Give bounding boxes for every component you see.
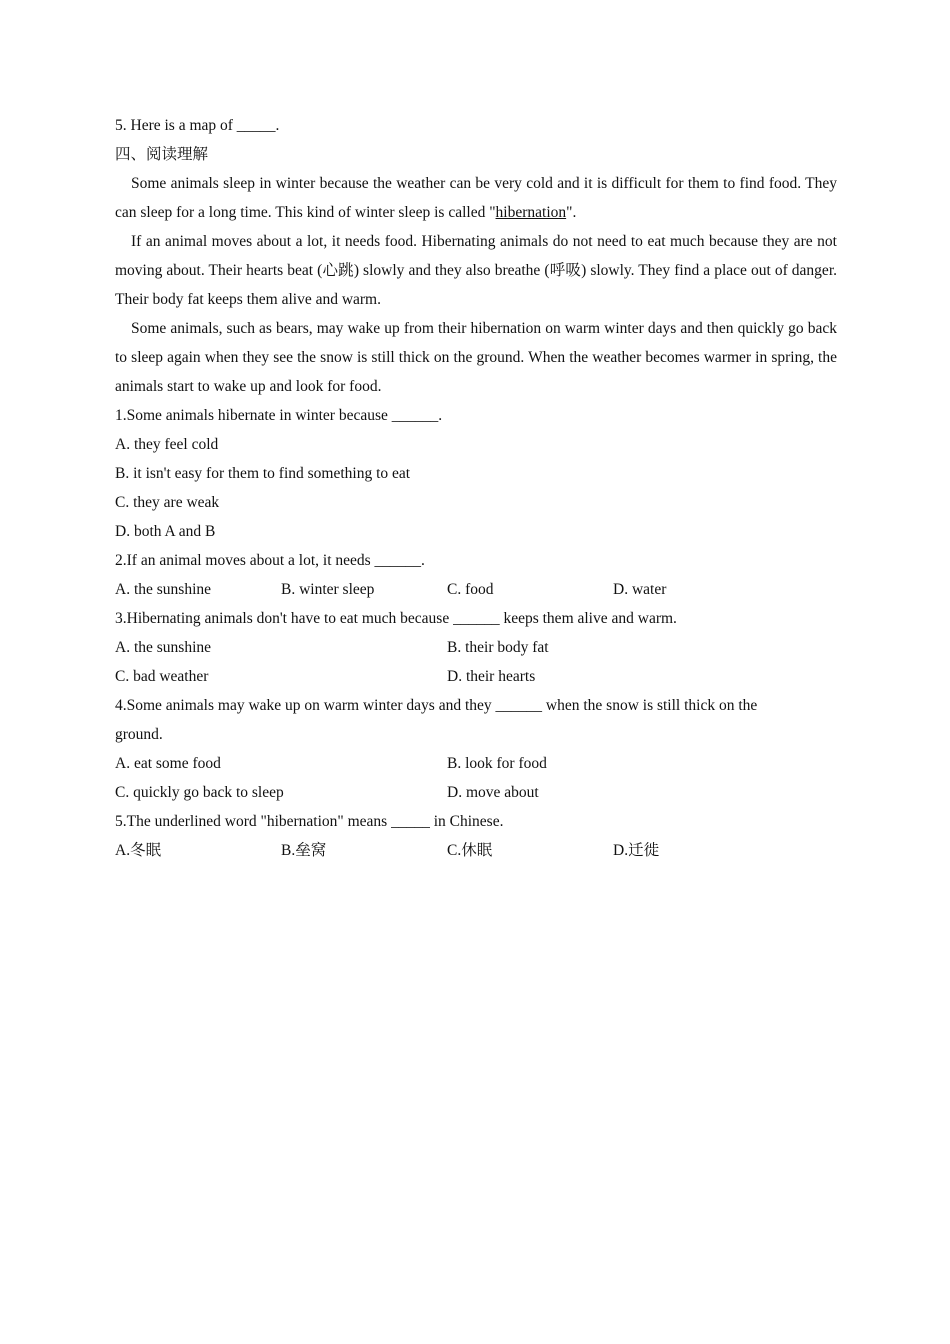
question-1-option-a: A. they feel cold xyxy=(115,436,219,453)
question-4-option-b: B. look for food xyxy=(447,755,547,772)
question-5-stem: 5.The underlined word "hibernation" means _____ in Chinese. xyxy=(115,813,504,830)
passage-paragraph-2: If an animal moves about a lot, it needs food. Hibernating animals do not need to eat much because they are not moving about. Their hearts beat (心跳) slowly and they also breathe (呼吸) slowly. They find a place out of danger. Their body fat keeps them alive and warm. xyxy=(115,233,837,308)
question-2-option-c: C. food xyxy=(447,581,494,598)
question-5-options xyxy=(115,836,837,865)
question-5-option-b: B.垒窝 xyxy=(281,842,327,859)
question-2-option-d: D. water xyxy=(613,581,667,598)
passage-p1-text: Some animals sleep in winter because the weather can be very cold and it is difficult for them to find food. They can sleep for a long time. This kind of winter sleep is called " xyxy=(115,175,837,221)
question-5-option-c: C.休眠 xyxy=(447,842,493,859)
question-1-stem: 1.Some animals hibernate in winter because ______. xyxy=(115,407,443,424)
question-1-option-d: D. both A and B xyxy=(115,523,216,540)
question-4-stem-line-1: 4.Some animals may wake up on warm winter days and they ______ when the snow is still thick on the xyxy=(115,697,758,714)
question-3-option-c: C. bad weather xyxy=(115,668,209,685)
question-4-option-c: C. quickly go back to sleep xyxy=(115,784,284,801)
passage-paragraph-1 xyxy=(115,169,837,227)
underlined-word-hibernation: hibernation xyxy=(495,204,567,221)
passage-paragraph-3: Some animals, such as bears, may wake up from their hibernation on warm winter days and then quickly go back to sleep again when they see the snow is still thick on the ground. When the weather becomes warmer in spring, the animals start to wake up and look for food. xyxy=(115,320,837,395)
question-2-option-b: B. winter sleep xyxy=(281,581,375,598)
question-3-option-a: A. the sunshine xyxy=(115,639,212,656)
previous-question: 5. Here is a map of _____. xyxy=(115,117,280,134)
question-5-option-a: A.冬眠 xyxy=(115,842,162,859)
question-1-option-c: C. they are weak xyxy=(115,494,220,511)
document-page xyxy=(115,111,837,865)
question-2-stem: 2.If an animal moves about a lot, it needs ______. xyxy=(115,552,425,569)
question-4-options-row-2 xyxy=(115,778,837,807)
question-3-option-b: B. their body fat xyxy=(447,639,549,656)
question-1-option-b: B. it isn't easy for them to find something to eat xyxy=(115,465,411,482)
question-4-options-row-1 xyxy=(115,749,837,778)
passage-p1-end: ". xyxy=(566,204,577,221)
question-3-options-row-2 xyxy=(115,662,837,691)
question-4-stem-line-2: ground. xyxy=(115,726,163,743)
question-2-option-a: A. the sunshine xyxy=(115,581,212,598)
question-3-stem: 3.Hibernating animals don't have to eat much because ______ keeps them alive and warm. xyxy=(115,610,677,627)
question-3-option-d: D. their hearts xyxy=(447,668,536,685)
question-2-options xyxy=(115,575,837,604)
question-3-options-row-1 xyxy=(115,633,837,662)
section-title: 四、阅读理解 xyxy=(115,146,209,163)
question-4-option-d: D. move about xyxy=(447,784,539,801)
question-4-option-a: A. eat some food xyxy=(115,755,221,772)
question-5-option-d: D.迁徙 xyxy=(613,842,660,859)
